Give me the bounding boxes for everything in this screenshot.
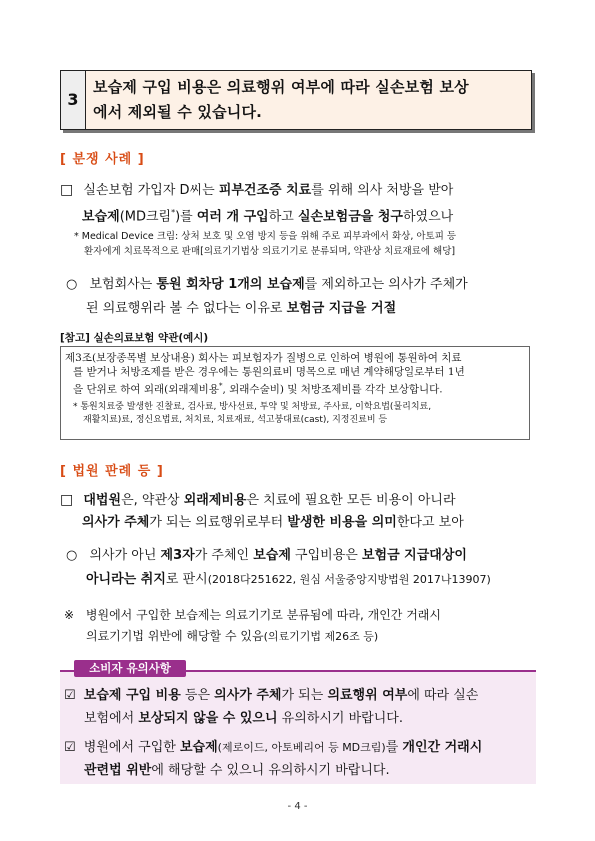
circle-bullet: ○ xyxy=(66,277,78,292)
reference-box xyxy=(60,346,530,440)
consumer-para-1: ☑ 보습제 구입 비용 등은 의사가 주체가 되는 의료행위 여부에 따라 실손 xyxy=(64,688,479,703)
consumer-para-2: 보험에서 보상되지 않을 수 있으니 유의하시기 바랍니다. xyxy=(84,711,403,726)
court-para-2: 의사가 주체가 되는 의료행위로부터 발생한 비용을 의미한다고 보아 xyxy=(82,515,464,530)
section-title-line2: 에서 제외될 수 있습니다. xyxy=(93,103,263,121)
court-para-6: 의료기기법 위반에 해당할 수 있음(의료기기법 제26조 등) xyxy=(86,629,379,643)
section-title-box xyxy=(60,70,532,130)
court-para-4: 아니라는 취지로 판시(2018다251622, 원심 서울중앙지방법원 2017나13907) xyxy=(86,572,491,587)
dispute-para-1: □ 실손보험 가입자 D씨는 피부건조증 치료를 위해 의사 처방을 받아 xyxy=(60,182,454,198)
checkbox-icon: ☑ xyxy=(64,688,76,703)
court-para-5: ※ 병원에서 구입한 보습제는 의료기기로 분류됨에 따라, 개인간 거래시 xyxy=(64,608,441,622)
reference-text: 제3조(보장종목별 보상내용) 회사는 피보험자가 질병으로 인하여 병원에 통원하여 치료 를 받거나 처방조제를 받은 경우에는 통원의료비 명목으로 매년 계약해당일로부터 1년 을 단위로 하여 외래(외래제비용*, 외래수술비) 및 처방조제비를 각각 보상합니다. * 통원치료중 발생한 진찰료, 검사료, 방사선료, 투약 및 처방료, 주사료, 이학요법(물리치료, 재활치료)료, 정신요법료, 처치료, 치료재료, 석고붕대료(cast), 지정진료비 등 xyxy=(65,352,465,425)
dispute-para-4: 된 의료행위라 볼 수 없다는 이유로 보험금 지급을 거절 xyxy=(86,301,397,316)
square-bullet: □ xyxy=(60,182,74,198)
court-heading: [ 법원 판례 등 ] xyxy=(60,464,164,479)
dispute-note-2: 환자에게 치료목적으로 판매[의료기기법상 의료기기로 분류되며, 약관상 치료재료에 해당] xyxy=(84,246,456,257)
page-number: - 4 - xyxy=(287,801,308,812)
square-bullet: □ xyxy=(60,492,74,508)
dispute-para-3: ○ 보험회사는 통원 회차당 1개의 보습제를 제외하고는 의사가 주체가 xyxy=(66,277,468,292)
court-para-1: □ 대법원은, 약관상 외래제비용은 치료에 필요한 모든 비용이 아니라 xyxy=(60,492,456,508)
dispute-para-2: 보습제(MD크림*)를 여러 개 구입하고 실손보험금을 청구하였으나 xyxy=(82,208,454,225)
section-title xyxy=(93,75,525,125)
dispute-heading: [ 분쟁 사례 ] xyxy=(60,152,145,167)
consumer-para-4: 관련법 위반에 해당할 수 있으니 유의하시기 바랍니다. xyxy=(84,763,390,778)
consumer-para-3: ☑ 병원에서 구입한 보습제(제로이드, 아토베리어 등 MD크림)를 개인간 거래시 xyxy=(64,740,483,755)
dispute-note-1: * Medical Device 크림: 상처 보호 및 오염 방지 등을 위해 주로 피부과에서 화상, 아토피 등 xyxy=(74,231,457,242)
reference-label: [참고] 실손의료보험 약관(예시) xyxy=(60,332,209,344)
checkbox-icon: ☑ xyxy=(64,740,76,755)
section-title-line1: 보습제 구입 비용은 의료행위 여부에 따라 실손보험 보상 xyxy=(93,78,469,96)
section-number: 3 xyxy=(61,71,86,129)
reference-mark: ※ xyxy=(64,608,75,622)
circle-bullet: ○ xyxy=(66,548,78,563)
court-para-3: ○ 의사가 아닌 제3자가 주체인 보습제 구입비용은 보험금 지급대상이 xyxy=(66,548,467,563)
consumer-notice-label: 소비자 유의사항 xyxy=(74,660,186,677)
